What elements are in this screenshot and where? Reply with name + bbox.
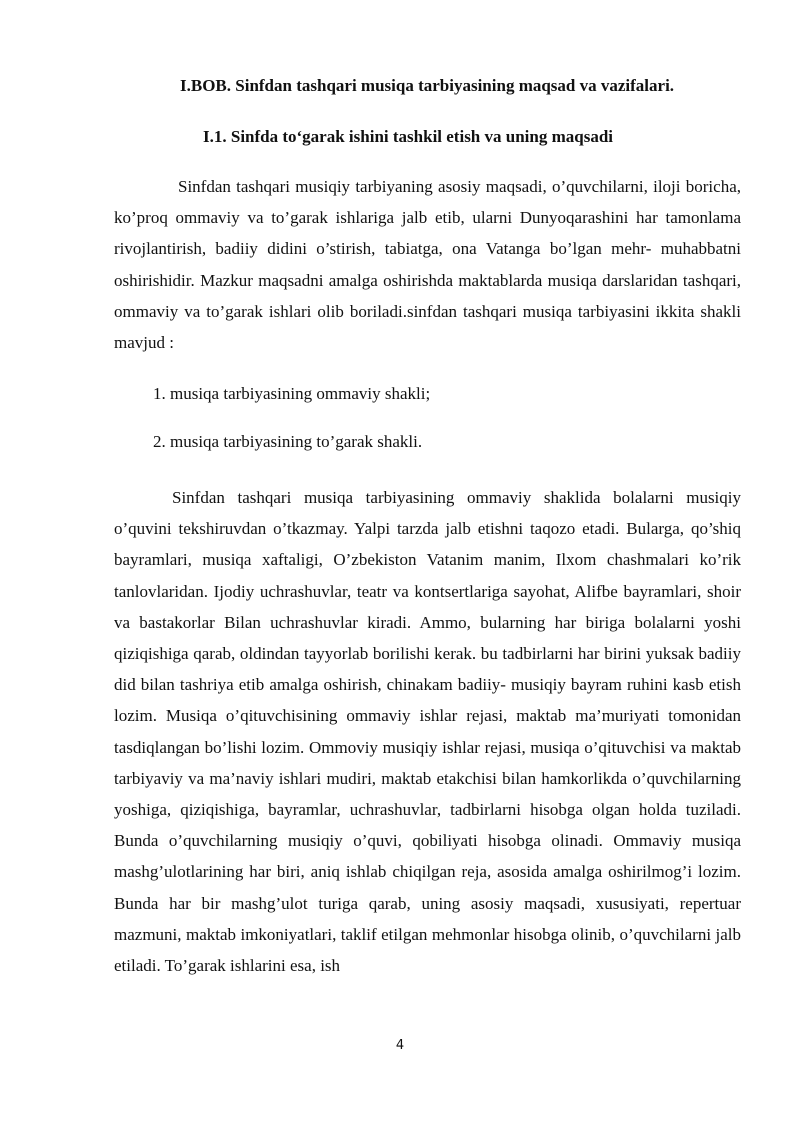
page-number: 4 [395,1038,405,1053]
list-item: 1. musiqa tarbiyasining ommaviy shakli; [153,384,431,403]
paragraph-body: Sinfdan tashqari musiqa tarbiyasining ommaviy shaklida bolalarni musiqiy o’quvini tekshiruvdan o’tkazmay. Yalpi tarzda jalb etishni taqozo etadi. Bularga, qo’shiq bayramlari, musiqa xaftaligi, O’zbekiston Vatanim manim, Ilxom chashmalari ko’rik tanlovlaridan. Ijodiy uchrashuvlar, teatr va kontsertlariga sayohat, Alifbe bayramlari, shoir va bastakorlar Bilan uchrashuvlar kiradi. Ammo, bularning har biriga bolalarni yoshi qiziqishiga qarab, oldindan tayyorlab borilishi kerak. bu tadbirlarni har birini yuksak badiiy did bilan tashriya etib amalga oshirish, chinakam badiiy- musiqiy bayram ruhini kasb etish lozim. Musiqa o’qituvchisining ommaviy ishlar rejasi, maktab ma’muriyati tomonidan tasdiqlangan bo’lishi lozim. Ommoviy musiqiy ishlar rejasi, musiqa o’qituvchisi va maktab tarbiyaviy va ma’naviy ishlari mudiri, maktab etakchisi bilan hamkorlikda o’quvchilarning yoshiga, qiziqishiga, bayramlar, uchrashuvlar, tadbirlarni hisobga olgan holda tuziladi. Bunda o’quvchilarning musiqiy o’quvi, qobiliyati hisobga olinadi. Ommaviy musiqa mashg’ulotlarining har biri, aniq ishlab chiqilgan reja, asosida amalga oshirilmog’i lozim. Bunda har bir mashg’ulot turiga qarab, uning asosiy maqsadi, xususiyati, repertuar mazmuni, maktab imkoniyatlari, taklif etilgan mehmonlar hisobga olinib, o’quvchilarni jalb etiladi. To’garak ishlarini esa, ish [114,488,741,976]
paragraph-intro: Sinfdan tashqari musiqiy tarbiyaning asosiy maqsadi, o’quvchilarni, iloji boricha, ko’proq ommaviy va to’garak ishlariga jalb etib, ularni Dunyoqarashini har tamonlama rivojlantirish, badiiy didini o’stirish, tabiatga, ona Vatanga bo’lgan mehr- muhabbatni oshirishidir. Mazkur maqsadni amalga oshirishda maktablarda musiqa darslaridan tashqari, ommaviy va to’garak ishlari olib boriladi.sinfdan tashqari musiqa tarbiyasini ikkita shakli mavjud : [114,177,741,353]
section-title: I.1. Sinfda to‘garak ishini tashkil etish va uning maqsadi [203,127,614,146]
chapter-title: I.BOB. Sinfdan tashqari musiqa tarbiyasining maqsad va vazifalari. [180,76,675,95]
list-item: 2. musiqa tarbiyasining to’garak shakli. [153,432,423,451]
